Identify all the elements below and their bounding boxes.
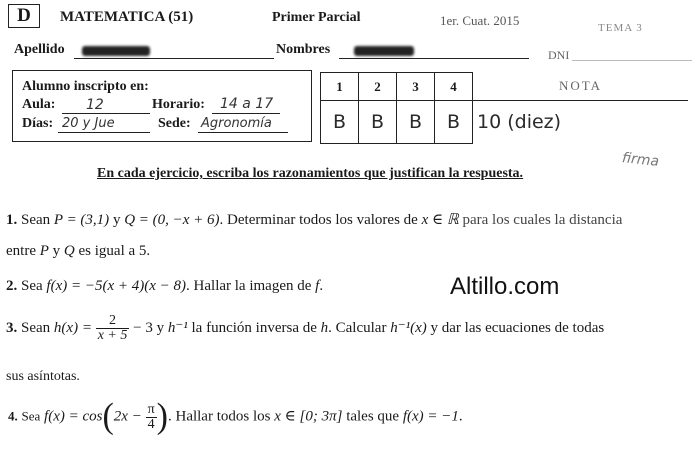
exercise-3-line-2 (6, 369, 80, 385)
exercise-3-fraction-numerator: 2 (96, 314, 130, 329)
horario-value: 14 a 17 (220, 96, 274, 112)
watermark: Altillo.com (450, 273, 560, 300)
grades-table (320, 72, 688, 144)
grade-mark-2 (359, 101, 397, 144)
exercise-4-text-b: . Hallar todos los (167, 408, 271, 425)
apellido-line (74, 58, 274, 59)
instructions: En cada ejercicio, escriba los razonamientos que justifican la respuesta. (97, 166, 524, 181)
exercise-3-fraction-denominator: x + 5 (97, 328, 128, 343)
exercise-3-rest: − 3 (133, 319, 153, 336)
exercise-3-text-f: sus asíntotas. (6, 369, 80, 384)
exercise-4-number: 4. (8, 408, 18, 424)
grade-column-3: 3 (397, 73, 435, 101)
sede-line (198, 132, 288, 133)
exercise-2-text-a: Sea (21, 278, 43, 294)
exercise-1-number: 1. (6, 212, 18, 228)
exercise-4-fraction-denominator: 4 (147, 416, 155, 432)
exercise-1-text-d: para los cuales la distancia (462, 212, 623, 228)
nota-value-cell (473, 101, 689, 144)
aula-label: Aula: (22, 97, 56, 112)
sede-value: Agronomía (201, 116, 272, 131)
exercise-1-text-f: y (52, 243, 61, 259)
nota-label: NOTA (473, 73, 689, 101)
exercise-1-text-a: Sean (21, 212, 51, 228)
dias-value: 20 y Jue (62, 116, 115, 131)
exercise-4-equation: f(x) = −1 (402, 408, 459, 425)
grade-mark-3 (397, 101, 435, 144)
exercise-1-text-e: entre (6, 243, 36, 259)
dni-label: DNI (548, 48, 570, 62)
term-label: 1er. Cuat. 2015 (440, 13, 520, 28)
grade-mark-2-text: B (370, 111, 385, 133)
exercise-1-line-2 (6, 243, 150, 260)
grade-column-4: 4 (435, 73, 473, 101)
grades-header-row (321, 73, 689, 101)
exercise-1-text-c: . Determinar todos los valores de (219, 212, 418, 228)
exercise-2-number: 2. (6, 278, 18, 294)
exercise-3-lhs: h(x) = (53, 319, 92, 336)
horario-label: Horario: (152, 97, 205, 112)
nota-value: 10 (diez) (477, 111, 562, 134)
exercise-4-domain: x ∈ [0; 3π] (274, 408, 343, 425)
exercise-4-close-paren: ) (156, 397, 168, 436)
exam-title: Primer Parcial (272, 10, 361, 25)
exercise-3-number: 3. (6, 319, 18, 336)
exercise-2-function: f(x) = −5(x + 4)(x − 8) (46, 278, 187, 294)
apellido-label: Apellido (14, 42, 65, 57)
exercise-3-hinvx: h⁻¹(x) (390, 319, 427, 336)
grade-mark-3-text: B (408, 111, 423, 133)
exercise-1-p: P (39, 243, 49, 259)
exercise-3-hinv: h⁻¹ (167, 319, 188, 336)
aula-value: 12 (86, 97, 104, 113)
exercise-4-text-c: tales que (346, 408, 400, 425)
exercise-1-point-q: Q = (0, −x + 6) (124, 212, 220, 228)
exercise-2 (6, 278, 323, 295)
exercise-4-inner: 2x − (113, 408, 142, 425)
exercise-4 (8, 397, 463, 436)
exercise-3-text-b: y (156, 319, 165, 336)
grade-mark-4 (435, 101, 473, 144)
nombres-label: Nombres (276, 42, 331, 57)
exercise-4-text-a: Sea (21, 408, 41, 424)
subject-title: MATEMATICA (51) (60, 9, 194, 25)
grade-mark-1 (321, 101, 359, 144)
apellido-redacted (82, 46, 150, 56)
exercise-3-text-c: la función inversa de (191, 319, 317, 336)
grades-marks-row (321, 101, 689, 144)
exercise-4-fraction (146, 403, 157, 432)
tema-letter: D (17, 5, 31, 26)
inscripto-label: Alumno inscripto en: (22, 79, 149, 94)
exercise-4-lhs: f(x) = cos (44, 408, 103, 425)
dias-line (58, 132, 150, 133)
tema-label: TEMA 3 (598, 22, 643, 34)
exercise-1-line-1 (6, 210, 622, 229)
sede-label: Sede: (158, 116, 191, 131)
tema-letter-box (8, 4, 40, 28)
grade-mark-4-text: B (446, 111, 461, 133)
exercise-3-text-a: Sean (21, 319, 51, 336)
nombres-redacted (354, 46, 414, 56)
exercise-1-text-b: y (112, 212, 121, 228)
exercise-1-point-p: P = (3,1) (53, 212, 110, 228)
dni-line (572, 60, 692, 61)
exercise-3-h: h (320, 319, 329, 336)
grade-mark-1-text: B (332, 111, 347, 133)
nombres-line (339, 58, 529, 59)
exercise-4-text-d: . (458, 408, 463, 425)
exercise-2-text-c: . (319, 278, 324, 294)
exercise-2-text-b: . Hallar la imagen de (186, 278, 312, 294)
aula-line (62, 113, 150, 114)
exercise-2-f: f (315, 278, 320, 294)
exercise-1-domain: x ∈ ℝ (421, 212, 459, 228)
horario-line (212, 113, 280, 114)
signature: firma (621, 150, 660, 170)
dias-label: Días: (22, 116, 54, 131)
exercise-1-q: Q (63, 243, 75, 259)
exercise-1-text-g: es igual a 5. (78, 243, 151, 259)
exercise-3-fraction (96, 314, 130, 343)
grade-column-1: 1 (321, 73, 359, 101)
exercise-4-open-paren: ( (102, 397, 114, 436)
grade-column-2: 2 (359, 73, 397, 101)
exercise-3-line-1 (6, 314, 604, 343)
exercise-3-text-e: y dar las ecuaciones de todas (430, 319, 605, 336)
exercise-4-fraction-numerator: π (147, 401, 155, 417)
exercise-3-text-d: . Calcular (328, 319, 387, 336)
